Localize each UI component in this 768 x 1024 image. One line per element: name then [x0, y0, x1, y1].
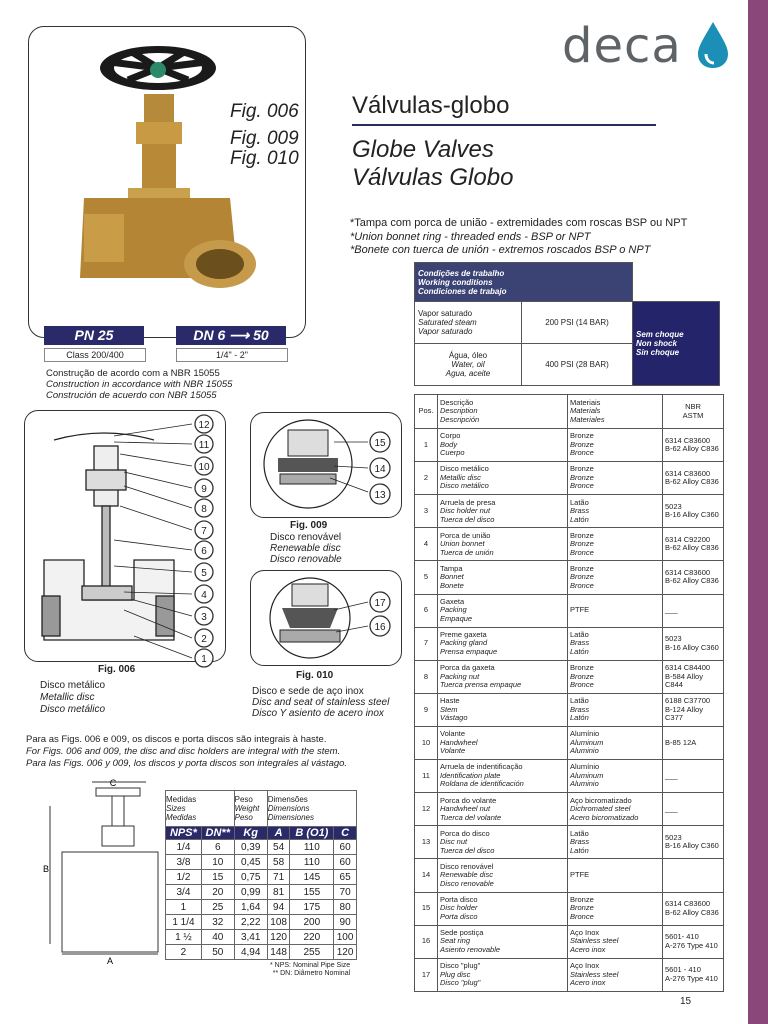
mat-desc: Porca da gaxeta Packing nut Tuerca prensa empaque [438, 660, 568, 693]
table-row [415, 594, 724, 627]
table-row [415, 859, 724, 892]
note-pt: *Tampa com porca de união - extremidades com roscas BSP ou NPT [350, 217, 688, 229]
working-conditions-table [414, 262, 720, 386]
mat-material: Bronze Bronze Bronce [568, 660, 663, 693]
dim-cell: 0,75 [234, 870, 267, 885]
callout-10: 10 [198, 462, 210, 473]
dim-cell: 32 [201, 915, 234, 930]
desc-head: Descrição Description Descripción [438, 395, 568, 429]
std-head: NBR ASTM [663, 395, 724, 429]
dim-cell: 94 [267, 900, 290, 915]
dim-col-head: DN** [201, 827, 234, 840]
dim-cell: 81 [267, 885, 290, 900]
note-es: *Bonete con tuerca de unión - extremos roscados BSP o NPT [350, 244, 651, 256]
class-rating: Class 200/400 [44, 348, 146, 362]
medium-steam: Vapor saturado Saturated steam Vapor saturado [415, 302, 522, 344]
title-english-spanish [352, 136, 513, 192]
dim-cell: 110 [290, 855, 334, 870]
dimensions-head: Dimensões Dimensions Dimensiones [267, 791, 356, 827]
mat-pos: 9 [415, 693, 438, 726]
dim-cell: 6 [201, 840, 234, 855]
mat-pos: 14 [415, 859, 438, 892]
mat-desc: Porca do volante Handwheel nut Tuerca del volante [438, 793, 568, 826]
weight-head: Peso Weight Peso [234, 791, 267, 827]
mat-standard: 5023 B-16 Alloy C360 [663, 627, 724, 660]
dimensions-table [165, 790, 357, 960]
title-spanish: Válvulas Globo [352, 164, 514, 191]
dim-cell: 1 ½ [166, 930, 202, 945]
mat-material: Bronze Bronze Bronce [568, 892, 663, 925]
mat-pos: 15 [415, 892, 438, 925]
mat-pos: 11 [415, 760, 438, 793]
dim-cell: 90 [334, 915, 357, 930]
callout-6: 6 [201, 546, 207, 557]
mat-desc: Porca do disco Disc nut Tuerca del disco [438, 826, 568, 859]
fig-006-label: Fig. 006 [230, 101, 299, 122]
table-row [166, 885, 357, 900]
table-row [166, 915, 357, 930]
dim-cell: 255 [290, 945, 334, 960]
callout-17: 17 [374, 598, 386, 609]
dim-cell: 50 [201, 945, 234, 960]
table-row [166, 840, 357, 855]
mat-standard: 6314 C83600 B-62 Alloy C836 [663, 892, 724, 925]
dim-cell: 3,41 [234, 930, 267, 945]
callout-11: 11 [198, 440, 210, 451]
dim-cell: 1/4 [166, 840, 202, 855]
side-stripe [748, 0, 768, 1024]
pos-head: Pos. [415, 395, 438, 429]
mat-standard: ___ [663, 793, 724, 826]
dim-cell: 80 [334, 900, 357, 915]
mat-standard: 5601- 410 A-276 Type 410 [663, 925, 724, 958]
dim-col-head: Kg [234, 827, 267, 840]
dimension-outline-drawing [40, 776, 160, 966]
mat-standard: B-85 12A [663, 726, 724, 759]
deca-logo: deca [562, 18, 682, 74]
page-number: 15 [680, 996, 692, 1007]
dim-cell: 220 [290, 930, 334, 945]
callout-2: 2 [201, 634, 207, 645]
table-row [415, 892, 724, 925]
table-row [415, 627, 724, 660]
mat-desc: Sede postiça Seat ring Asiento renovable [438, 925, 568, 958]
dim-cell: 4,94 [234, 945, 267, 960]
construction-note: Construção de acordo com a NBR 15055 Construction in accordance with NBR 15055 Construción de acuerdo con NBR 15055 [46, 368, 233, 401]
dim-cell: 3/4 [166, 885, 202, 900]
mat-pos: 13 [415, 826, 438, 859]
table-row [415, 528, 724, 561]
mat-desc: Corpo Body Cuerpo [438, 429, 568, 462]
mat-desc: Porca de união Union bonnet Tuerca de unión [438, 528, 568, 561]
title-portuguese: Válvulas-globo [352, 92, 510, 119]
mat-desc: Disco "plug" Plug disc Disco "plug" [438, 958, 568, 991]
dim-cell: 1 1/4 [166, 915, 202, 930]
fig-010-caption: Disco e sede de aço inox Disc and seat of stainless steel Disco Y asiento de acero inox [252, 686, 390, 719]
dim-cell: 200 [290, 915, 334, 930]
mat-pos: 7 [415, 627, 438, 660]
mat-material: Bronze Bronze Bronce [568, 561, 663, 594]
mat-desc: Volante Handwheel Volante [438, 726, 568, 759]
mat-standard: 6314 C83600 B-62 Alloy C836 [663, 561, 724, 594]
callout-5: 5 [201, 568, 207, 579]
fig-009-detail-drawing [250, 412, 400, 516]
mat-material: Bronze Bronze Bronce [568, 528, 663, 561]
table-row [415, 660, 724, 693]
dim-cell: 60 [334, 855, 357, 870]
mat-material: Alumínio Aluminum Aluminio [568, 760, 663, 793]
dim-cell: 0,39 [234, 840, 267, 855]
mat-desc: Tampa Bonnet Bonete [438, 561, 568, 594]
dim-cell: 120 [334, 945, 357, 960]
mat-standard: 6314 C83600 B-62 Alloy C836 [663, 462, 724, 495]
fig-010-detail-drawing [250, 570, 400, 664]
medium-water-oil: Água, óleo Water, oil Agua, aceite [415, 344, 522, 386]
dim-cell: 100 [334, 930, 357, 945]
table-row [166, 900, 357, 915]
dim-cell: 58 [267, 855, 290, 870]
mat-material: Aço bicromatizado Dichromated steel Acero bicromatizado [568, 793, 663, 826]
mat-desc: Porta disco Disc holder Porta disco [438, 892, 568, 925]
mat-desc: Arruela de indentificação Identification plate Roldana de identificación [438, 760, 568, 793]
dim-col-head: C [334, 827, 357, 840]
integral-disc-note: Para as Figs. 006 e 009, os discos e porta discos são integrais à haste. For Figs. 006 and 009, the disc and disc holders are integral with the stem. Para las Figs. 006 y 009, los discos y porta discos son integrales al vástago. [26, 734, 348, 769]
callout-3: 3 [201, 612, 207, 623]
dim-cell: 0,45 [234, 855, 267, 870]
dim-cell: 25 [201, 900, 234, 915]
title-rule [352, 124, 656, 126]
table-row [415, 495, 724, 528]
dim-cell: 20 [201, 885, 234, 900]
dim-cell: 2,22 [234, 915, 267, 930]
mat-desc: Disco metálico Metallic disc Disco metálico [438, 462, 568, 495]
mat-material: PTFE [568, 859, 663, 892]
callout-8: 8 [201, 504, 207, 515]
mat-standard [663, 859, 724, 892]
dimensions-body [166, 840, 357, 960]
pressure-steam: 200 PSI (14 BAR) [522, 302, 633, 344]
mat-standard: 6314 C92200 B-62 Alloy C836 [663, 528, 724, 561]
mat-pos: 3 [415, 495, 438, 528]
mat-material: PTFE [568, 594, 663, 627]
mat-pos: 2 [415, 462, 438, 495]
callout-13: 13 [374, 490, 386, 501]
dim-cell: 108 [267, 915, 290, 930]
mat-pos: 16 [415, 925, 438, 958]
callout-12: 12 [198, 420, 210, 431]
table-row [415, 793, 724, 826]
dim-cell: 110 [290, 840, 334, 855]
size-range: 1/4" - 2" [176, 348, 288, 362]
table-row [415, 726, 724, 759]
dim-cell: 2 [166, 945, 202, 960]
mat-desc: Arruela de presa Disc holder nut Tuerca del disco [438, 495, 568, 528]
mat-desc: Preme gaxeta Packing gland Prensa empaque [438, 627, 568, 660]
pn-rating: PN 25 [44, 326, 144, 345]
fig-010-label: Fig. 010 [230, 148, 299, 169]
dimensions-columns [166, 827, 357, 840]
fig-009-caption: Disco renovável Renewable disc Disco renovable [270, 532, 342, 565]
mat-standard: 6314 C83600 B-62 Alloy C836 [663, 429, 724, 462]
dim-cell: 60 [334, 840, 357, 855]
fig-009-caption-label: Fig. 009 [290, 520, 328, 531]
dim-cell: 148 [267, 945, 290, 960]
mat-pos: 5 [415, 561, 438, 594]
table-row [415, 561, 724, 594]
dim-cell: 0,99 [234, 885, 267, 900]
table-row [415, 826, 724, 859]
mat-material: Latão Brass Latón [568, 495, 663, 528]
table-row [415, 429, 724, 462]
mat-material: Bronze Bronze Bronce [568, 462, 663, 495]
dim-cell: 71 [267, 870, 290, 885]
table-row [415, 693, 724, 726]
callout-7: 7 [201, 526, 207, 537]
table-row [166, 945, 357, 960]
table-row [166, 930, 357, 945]
fig-006-caption-label: Fig. 006 [98, 664, 136, 675]
dim-cell: 70 [334, 885, 357, 900]
mat-pos: 17 [415, 958, 438, 991]
dim-a-label: A [106, 956, 114, 966]
dim-c-label: C [109, 778, 117, 788]
dim-cell: 120 [267, 930, 290, 945]
mat-standard: 6314 C84400 B-584 Alloy C844 [663, 660, 724, 693]
materials-table [414, 394, 724, 992]
table-row [166, 855, 357, 870]
fig-006-section-drawing [24, 410, 224, 670]
dim-cell: 1,64 [234, 900, 267, 915]
fig-006-caption: Disco metálico Metallic disc Disco metálico [40, 680, 106, 715]
dim-cell: 1 [166, 900, 202, 915]
mat-pos: 12 [415, 793, 438, 826]
dn-rating: DN 6 ⟶ 50 [176, 326, 286, 345]
mat-material: Latão Brass Latón [568, 826, 663, 859]
mat-material: Latão Brass Latón [568, 693, 663, 726]
mat-material: Bronze Bronze Bronce [568, 429, 663, 462]
mat-standard: ___ [663, 760, 724, 793]
dim-cell: 10 [201, 855, 234, 870]
shock-note: Sem choque Non shock Sin choque [633, 302, 720, 386]
table-row [415, 462, 724, 495]
mat-standard: 6188 C37700 B-124 Alloy C377 [663, 693, 724, 726]
mat-material: Latão Brass Latón [568, 627, 663, 660]
mat-head: Materiais Materials Materiales [568, 395, 663, 429]
note-en: *Union bonnet ring - threaded ends - BSP or NPT [350, 230, 591, 243]
title-english: Globe Valves [352, 136, 494, 163]
callout-9: 9 [201, 484, 207, 495]
mat-material: Alumínio Aluminum Aluminio [568, 726, 663, 759]
dim-cell: 40 [201, 930, 234, 945]
dim-col-head: A [267, 827, 290, 840]
callout-1: 1 [201, 654, 207, 665]
dim-cell: 3/8 [166, 855, 202, 870]
dim-cell: 145 [290, 870, 334, 885]
callout-15: 15 [374, 438, 386, 449]
dim-col-head: B (O1) [290, 827, 334, 840]
bonnet-notes [350, 217, 687, 258]
mat-material: Aço Inox Stainless steel Acero inox [568, 958, 663, 991]
mat-material: Aço Inox Stainless steel Acero inox [568, 925, 663, 958]
mat-pos: 6 [415, 594, 438, 627]
dim-cell: 65 [334, 870, 357, 885]
mat-standard: 5601 - 410 A-276 Type 410 [663, 958, 724, 991]
callout-16: 16 [374, 622, 386, 633]
callout-4: 4 [201, 590, 207, 601]
working-conditions-header: Condições de trabalho Working conditions Condiciones de trabajo [415, 263, 633, 302]
table-row [415, 925, 724, 958]
pressure-water-oil: 400 PSI (28 BAR) [522, 344, 633, 386]
mat-pos: 10 [415, 726, 438, 759]
dim-cell: 15 [201, 870, 234, 885]
table-row [415, 958, 724, 991]
mat-pos: 1 [415, 429, 438, 462]
callout-14: 14 [374, 464, 386, 475]
dim-cell: 54 [267, 840, 290, 855]
dim-col-head: NPS* [166, 827, 202, 840]
sizes-head: Medidas Sizes Medidas [166, 791, 235, 827]
mat-desc: Disco renovável Renewable disc Disco renovable [438, 859, 568, 892]
dim-cell: 1/2 [166, 870, 202, 885]
mat-standard: 5023 B-16 Alloy C360 [663, 826, 724, 859]
water-drop-icon [694, 20, 732, 70]
dimensions-footnotes: * NPS: Nominal Pipe Size ** DN: Diâmetro Nominal [270, 962, 351, 977]
table-row [166, 870, 357, 885]
dim-cell: 155 [290, 885, 334, 900]
dim-cell: 175 [290, 900, 334, 915]
fig-010-caption-label: Fig. 010 [296, 670, 334, 681]
mat-standard: 5023 B-16 Alloy C360 [663, 495, 724, 528]
fig-009-label: Fig. 009 [230, 128, 299, 149]
table-row [415, 760, 724, 793]
mat-pos: 8 [415, 660, 438, 693]
mat-desc: Gaxeta Packing Empaque [438, 594, 568, 627]
mat-desc: Haste Stem Vástago [438, 693, 568, 726]
mat-standard: ___ [663, 594, 724, 627]
dim-b-label: B [42, 864, 50, 874]
mat-pos: 4 [415, 528, 438, 561]
